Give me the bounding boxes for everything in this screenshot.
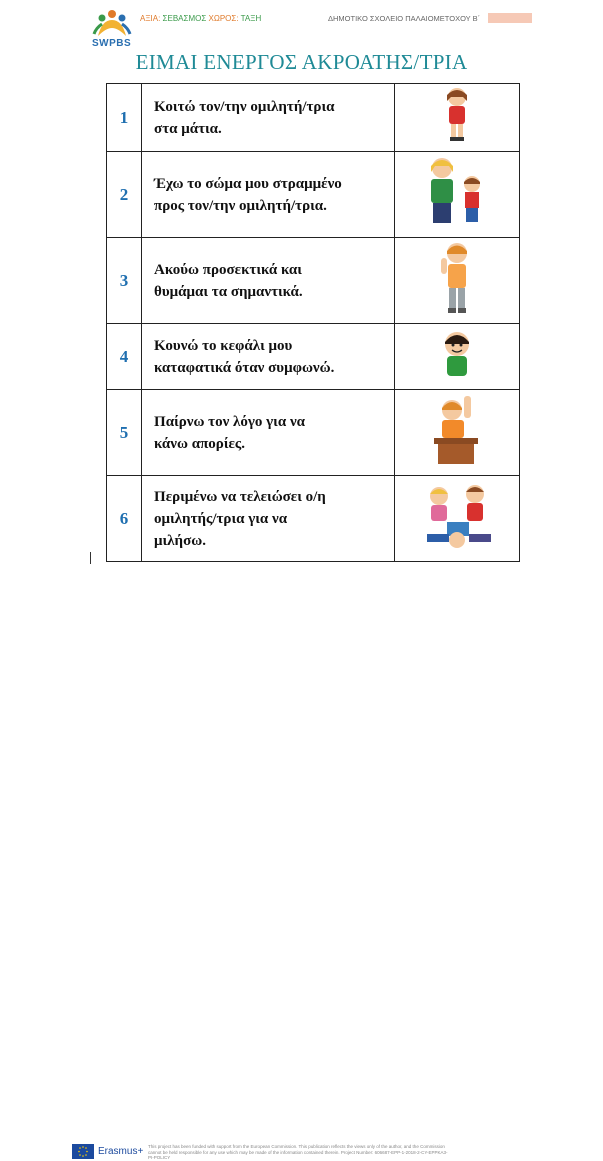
rule-number: 5 [107, 390, 142, 476]
rule-text [142, 84, 395, 152]
rule-row [107, 324, 520, 390]
rule-text-line: Παίρνω τον λόγο για να [154, 413, 306, 430]
rule-number: 6 [107, 476, 142, 562]
boy-raising-hand-illustration-icon [430, 455, 484, 472]
rule-row [107, 84, 520, 152]
rule-row [107, 152, 520, 238]
rule-illustration-cell [394, 324, 519, 390]
teacher-and-boy-illustration-icon [422, 217, 492, 234]
rule-row [107, 476, 520, 562]
rule-text [142, 152, 395, 238]
page-footer [0, 570, 603, 1160]
rule-text-line: κάνω απορίες. [154, 435, 245, 452]
boy-listening-illustration-icon [437, 303, 477, 320]
rule-text-line: Περιμένω να τελειώσει ο/η [154, 488, 326, 505]
erasmus-logo-text: Erasmus+ [98, 1146, 144, 1157]
rule-illustration-cell [394, 152, 519, 238]
boy-nodding-illustration-icon [437, 369, 477, 386]
values-line [140, 14, 261, 23]
text-cursor [90, 552, 91, 564]
header-color-bar [488, 13, 532, 23]
rule-text-line: προς τον/την ομιλητή/τρια. [154, 197, 327, 214]
rule-text [142, 324, 395, 390]
school-name: ΔΗΜΟΤΙΚΟ ΣΧΟΛΕΙΟ ΠΑΛΑΙΟΜΕΤΟΧΟΥ Β΄ [328, 14, 481, 23]
rule-illustration-cell [394, 476, 519, 562]
place-text: ΤΑΞΗ [240, 14, 262, 23]
rule-text [142, 238, 395, 324]
girl-standing-illustration-icon [437, 132, 477, 149]
rule-text-line: Κοιτώ τον/την ομιλητή/τρια [154, 98, 335, 115]
rule-text-line: μιλήσω. [154, 532, 206, 549]
place-label: ΧΩΡΟΣ: [208, 14, 241, 23]
rule-text [142, 390, 395, 476]
rule-text-line: ομιλητής/τρια για να [154, 510, 288, 527]
rule-text-line: Κουνώ το κεφάλι μου [154, 337, 293, 354]
rule-text-line: στα μάτια. [154, 120, 222, 137]
rule-text-line: καταφατικά όταν συμφωνώ. [154, 359, 335, 376]
rule-number: 1 [107, 84, 142, 152]
rule-row [107, 390, 520, 476]
eu-flag-icon [72, 1144, 94, 1159]
rule-text-line: Ακούω προσεκτικά και [154, 261, 302, 278]
value-text: ΣΕΒΑΣΜΟΣ [162, 14, 209, 23]
rules-table [106, 83, 520, 562]
rule-number: 2 [107, 152, 142, 238]
rule-illustration-cell [394, 390, 519, 476]
funding-disclaimer: This project has been funded with support from the European Commission. This publication reflects the views only of the author, and the Commission cannot be held responsible for any use which may be made of the information contained therein. Project Number: 606687-EPP-1-2018-2-CY-EPPKA3-PI-POLICY [148, 1144, 448, 1160]
rule-text-line: Έχω το σώμα μου στραμμένο [154, 175, 342, 192]
logo-text: SWPBS [92, 38, 132, 49]
rule-number: 4 [107, 324, 142, 390]
value-label: ΑΞΙΑ: [140, 14, 163, 23]
kids-reading-illustration-icon [417, 541, 497, 558]
rule-text [142, 476, 395, 562]
rule-text-line: θυμάμαι τα σημαντικά. [154, 283, 303, 300]
rule-row [107, 238, 520, 324]
rule-illustration-cell [394, 84, 519, 152]
rule-illustration-cell [394, 238, 519, 324]
page-title: ΕΙΜΑΙ ΕΝΕΡΓΟΣ ΑΚΡΟΑΤΗΣ/ΤΡΙΑ [135, 50, 468, 74]
rule-number: 3 [107, 238, 142, 324]
